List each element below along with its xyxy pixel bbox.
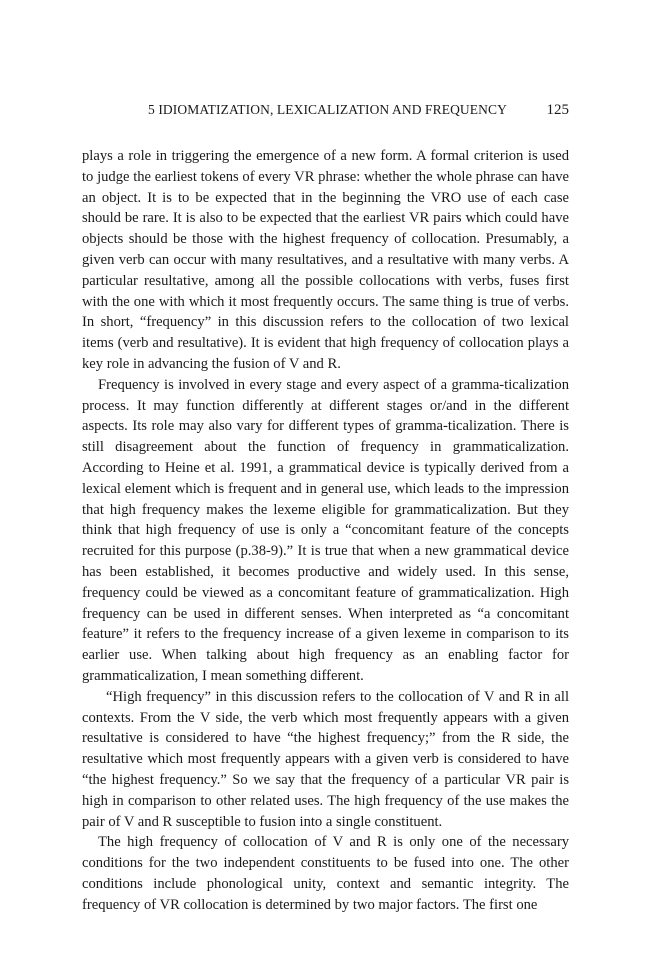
book-page — [82, 0, 569, 975]
paragraph-4: The high frequency of collocation of V and R is only one of the necessary conditions for the two independent constituents to be fused into one. The other conditions include phonological unity, context and semantic integrity. The frequency of VR collocation is determined by two major factors. The first one — [82, 834, 569, 913]
running-title: 5 IDIOMATIZATION, LEXICALIZATION AND FREQUENCY — [148, 102, 507, 117]
paragraph-2: Frequency is involved in every stage and every aspect of a gramma-ticalization process. It may function differently at different stages or/and in the different aspects. Its role may also vary for different types of gramma-ticalization. There is still disagreement about the function of frequency in grammaticalization. According to Heine et al. 1991, a grammatical device is typically derived from a lexical element which is frequent and in general use, which leads to the impression that high frequency makes the lexeme eligible for grammaticalization. But they think that high frequency of use is only a “concomitant feature of the concepts recruited for this purpose (p.38-9).” It is true that when a new grammatical device has been established, it becomes productive and widely used. In this sense, frequency could be viewed as a concomitant feature of grammaticalization. High frequency can be used in different senses. When interpreted as “a concomitant feature” it refers to the frequency increase of a given lexeme in comparison to its earlier use. When talking about high frequency as an enabling factor for grammaticalization, I mean something different. — [82, 376, 569, 684]
running-head — [82, 100, 569, 120]
page-number: 125 — [546, 102, 569, 118]
body-text — [82, 146, 569, 915]
paragraph-1: plays a role in triggering the emergence of a new form. A formal criterion is used to judge the earliest tokens of every VR phrase: whether the whole phrase can have an object. It is to be expected that in the beginning the VRO use of each case should be rare. It is also to be expected that the earliest VR pairs which could have objects should be those with the highest frequency of collocation. Presumably, a given verb can occur with many resultatives, and a resultative with many verbs. A particular resultative, among all the possible collocations with verbs, fuses first with the one with which it most frequently occurs. The same thing is true of verbs. In short, “frequency” in this discussion refers to the collocation of two lexical items (verb and resultative). It is evident that high frequency of collocation plays a key role in advancing the fusion of V and R. — [82, 148, 569, 372]
paragraph-3: “High frequency” in this discussion refers to the collocation of V and R in all contexts. From the V side, the verb which most frequently appears with a given resultative is considered to have “the highest frequency;” from the R side, the resultative which most frequently appears with a given verb is considered to have “the highest frequency.” So we say that the frequency of a particular VR pair is high in comparison to other related uses. The high frequency of the use makes the pair of V and R susceptible to fusion into a single constituent. — [82, 688, 569, 830]
